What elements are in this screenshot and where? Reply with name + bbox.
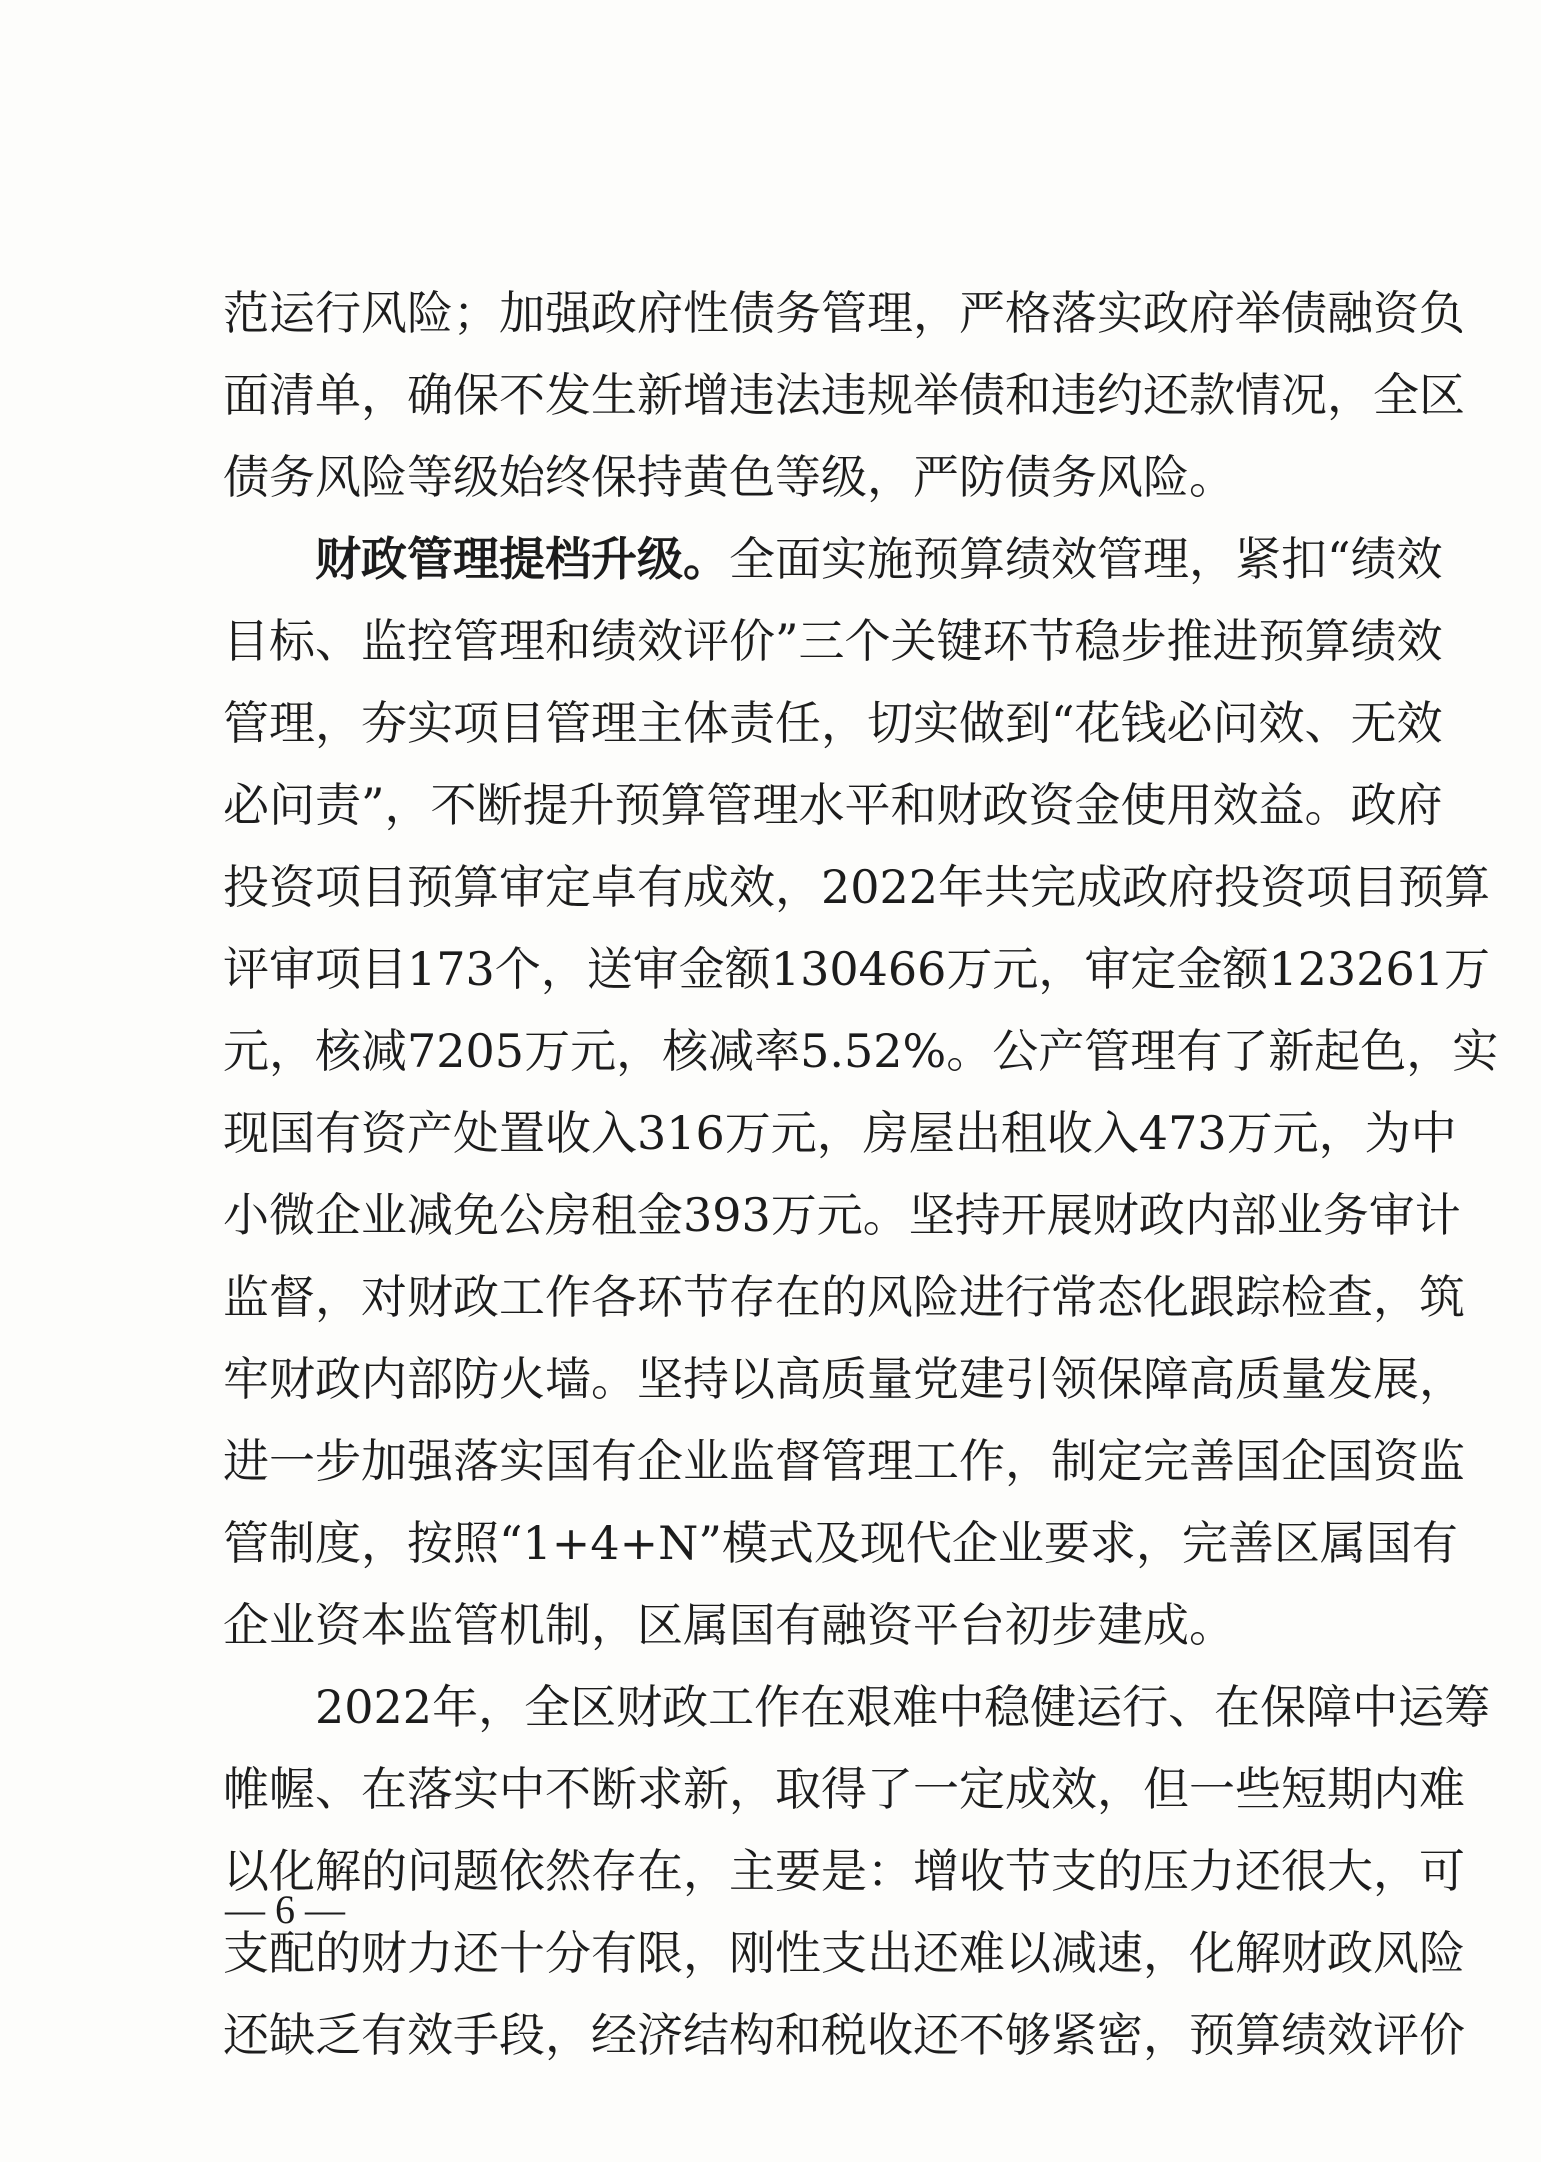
page-number: — 6 — xyxy=(225,1887,345,1932)
text-line: 牢财政内部防火墙。坚持以高质量党建引领保障高质量发展， xyxy=(223,1352,1465,1406)
text-line: 范运行风险；加强政府性债务管理，严格落实政府举债融资负 xyxy=(223,286,1465,340)
paragraph-heading: 财政管理提档升级。 xyxy=(315,532,729,586)
text-line: 投资项目预算审定卓有成效，2022年共完成政府投资项目预算 xyxy=(223,860,1491,914)
text-line: 进一步加强落实国有企业监督管理工作，制定完善国企国资监 xyxy=(223,1434,1465,1488)
text-line: 现国有资产处置收入316万元，房屋出租收入473万元，为中 xyxy=(223,1106,1457,1160)
paragraph-debt-risk xyxy=(223,272,1465,518)
text-line: 债务风险等级始终保持黄色等级，严防债务风险。 xyxy=(223,450,1235,504)
text-line: 2022年，全区财政工作在艰难中稳健运行、在保障中运筹 xyxy=(315,1680,1491,1734)
text-line: 帷幄、在落实中不断求新，取得了一定成效，但一些短期内难 xyxy=(223,1762,1465,1816)
text-line xyxy=(223,518,1443,600)
document-body xyxy=(223,272,1499,2076)
text-line: 支配的财力还十分有限，刚性支出还难以减速，化解财政风险 xyxy=(223,1926,1465,1980)
text-line: 必问责”，不断提升预算管理水平和财政资金使用效益。政府 xyxy=(223,778,1443,832)
text-line: 管理，夯实项目管理主体责任，切实做到“花钱必问效、无效 xyxy=(223,696,1443,750)
text-line: 元，核减7205万元，核减率5.52%。公产管理有了新起色，实 xyxy=(223,1024,1499,1078)
text-line: 企业资本监管机制，区属国有融资平台初步建成。 xyxy=(223,1598,1235,1652)
text-line: 管制度，按照“1+4+N”模式及现代企业要求，完善区属国有 xyxy=(223,1516,1458,1570)
text-line: 面清单，确保不发生新增违法违规举债和违约还款情况，全区 xyxy=(223,368,1465,422)
text-line: 小微企业减免公房租金393万元。坚持开展财政内部业务审计 xyxy=(223,1188,1461,1242)
paragraph-2022-summary xyxy=(223,1666,1491,2076)
text-line: 评审项目173个，送审金额130466万元，审定金额123261万 xyxy=(223,942,1490,996)
text-line: 监督，对财政工作各环节存在的风险进行常态化跟踪检查，筑 xyxy=(223,1270,1465,1324)
text-line: 以化解的问题依然存在，主要是：增收节支的压力还很大，可 xyxy=(223,1844,1465,1898)
heading-line-rest: 全面实施预算绩效管理，紧扣“绩效 xyxy=(729,532,1443,586)
text-line: 还缺乏有效手段，经济结构和税收还不够紧密，预算绩效评价 xyxy=(223,2008,1465,2062)
paragraph-fiscal-management xyxy=(223,518,1499,1666)
text-line: 目标、监控管理和绩效评价”三个关键环节稳步推进预算绩效 xyxy=(223,614,1443,668)
